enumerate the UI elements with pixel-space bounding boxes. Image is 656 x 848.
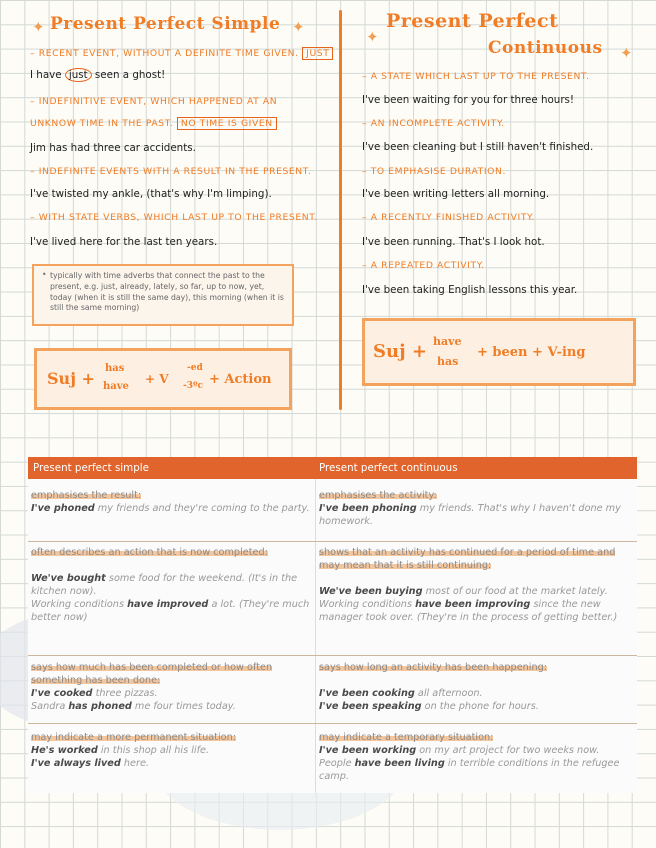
right-title-line-1: Present Perfect xyxy=(386,10,559,32)
table-row-4-continuous: may indicate a temporary situation: I've been working on my art project for two weeks now. People have been living in terrible conditions in the refugee camp. xyxy=(319,732,620,783)
sparkle-icon: ✦ xyxy=(366,28,379,46)
left-rule-2a: – INDEFINITIVE EVENT, WHICH HAPPENED AT AN xyxy=(30,96,278,107)
sparkle-icon: ✦ xyxy=(292,18,305,36)
right-rule-2: – AN INCOMPLETE ACTIVITY. xyxy=(362,118,505,129)
sparkle-icon: ✦ xyxy=(32,18,45,36)
right-formula-box: Suj + have has + been + V-ing xyxy=(362,318,636,386)
left-rule-1: – RECENT EVENT, WITHOUT A DEFINITE TIME GIVEN. JUST xyxy=(30,48,333,59)
right-example-2: I've been cleaning but I still haven't finished. xyxy=(362,141,594,153)
left-example-2: Jim has had three car accidents. xyxy=(30,142,196,154)
right-example-3: I've been writing letters all morning. xyxy=(362,188,550,200)
right-title-line-2: Continuous xyxy=(488,38,603,58)
table-header xyxy=(28,457,637,479)
note-box: • typically with time adverbs that connect the past to the present, e.g. just, already, lately, so far, up to now, yet, today (when it is still the same day), this morning (when it is still the same morning) xyxy=(32,264,294,326)
right-example-1: I've been waiting for you for three hours! xyxy=(362,94,575,106)
table-row-2-continuous: shows that an activity has continued for a period of time and may mean that it is still continuing: We've been buying most of our food at the market lately. Working conditions have been improving since the new manager took over. (They're in the process of getting better.) xyxy=(319,547,618,624)
left-example-3: I've twisted my ankle, (that's why I'm limping). xyxy=(30,188,272,200)
comparison-table xyxy=(28,457,637,793)
left-rule-3: – INDEFINITE EVENTS WITH A RESULT IN THE PRESENT. xyxy=(30,166,312,177)
table-row-divider xyxy=(28,655,637,656)
left-example-4: I've lived here for the last ten years. xyxy=(30,236,218,248)
left-formula-box: Suj + has have + V -ed -3ºc + Action xyxy=(34,348,292,410)
table-row-divider xyxy=(28,723,637,724)
table-column-divider xyxy=(315,479,316,793)
table-row-3-continuous: says how long an activity has been happening: I've been cooking all afternoon. I've been speaking on the phone for hours. xyxy=(319,662,548,713)
table-row-4-simple: may indicate a more permanent situation: He's worked in this shop all his life. I've always lived here. xyxy=(31,732,236,770)
table-header-simple: Present perfect simple xyxy=(33,462,149,474)
right-example-4: I've been running. That's I look hot. xyxy=(362,236,545,248)
column-divider xyxy=(339,10,342,410)
right-rule-1: – A STATE WHICH LAST UP TO THE PRESENT. xyxy=(362,71,590,82)
right-example-5: I've been taking English lessons this year. xyxy=(362,284,578,296)
left-title: Present Perfect Simple xyxy=(50,14,281,34)
sparkle-icon: ✦ xyxy=(620,44,633,62)
table-row-3-simple: says how much has been completed or how often something has been done: I've cooked three pizzas. Sandra has phoned me four times today. xyxy=(31,662,273,713)
table-row-1-continuous: emphasises the activity: I've been phoning my friends. That's why I haven't done my homework. xyxy=(319,490,621,528)
left-rule-4: – WITH STATE VERBS, WHICH LAST UP TO THE PRESENT. xyxy=(30,212,318,223)
right-rule-4: – A RECENTLY FINISHED ACTIVITY. xyxy=(362,212,535,223)
left-rule-2b: UNKNOW TIME IN THE PAST. NO TIME IS GIVEN xyxy=(30,118,277,129)
table-header-continuous: Present perfect continuous xyxy=(319,462,458,474)
table-row-2-simple: often describes an action that is now completed: We've bought some food for the weekend. (It's in the kitchen now). Working conditions have improved a lot. (They're much better now) xyxy=(31,547,310,624)
right-rule-3: – TO EMPHASISE DURATION. xyxy=(362,166,506,177)
table-row-divider xyxy=(28,541,637,542)
left-example-1: I have just seen a ghost! xyxy=(30,69,166,81)
right-rule-5: – A REPEATED ACTIVITY. xyxy=(362,260,485,271)
table-row-1-simple: emphasises the result: I've phoned my friends and they're coming to the party. xyxy=(31,490,310,515)
